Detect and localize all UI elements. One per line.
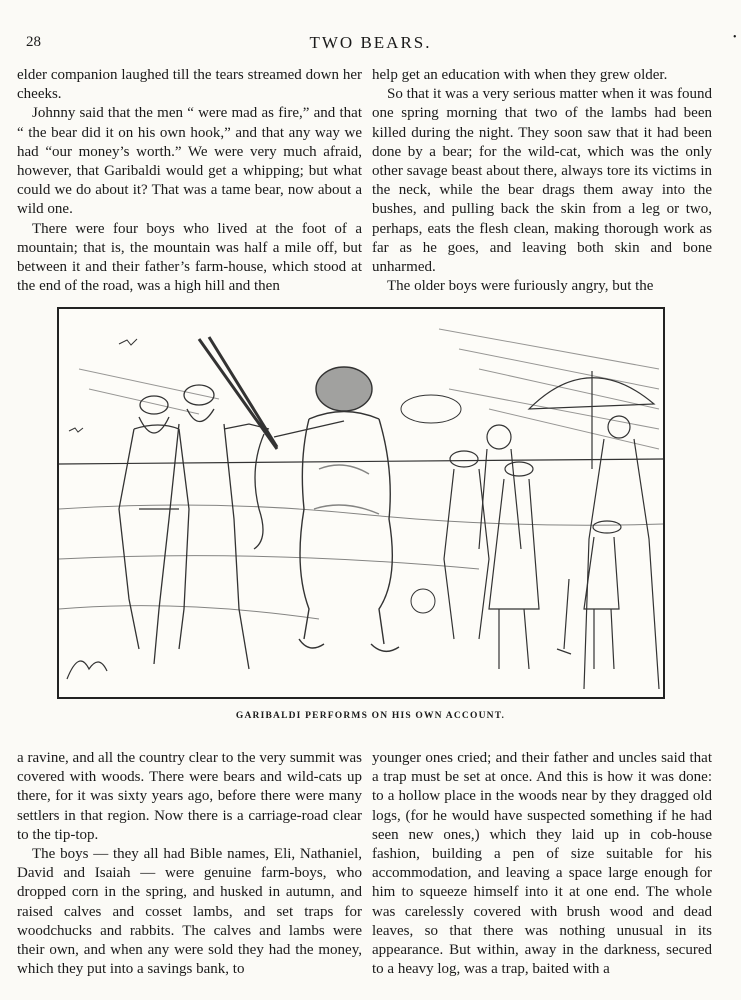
bear-figure bbox=[299, 367, 399, 651]
bird-icon bbox=[69, 428, 83, 432]
figure-caption: GARIBALDI PERFORMS ON HIS OWN ACCOUNT. bbox=[235, 711, 506, 721]
paragraph: The boys — they all had Bible names, Eli, Nathaniel, David and Isaiah — were genuine farm-boys, who dropped corn in the spring, and husked in autumn, and raised calves and cosset lambs, and set traps for woodchucks and rabbits. The calves and lambs were their own, and when any were sold they had the money, which they put into a savings bank, to bbox=[17, 846, 362, 978]
bottom-right-column bbox=[372, 749, 712, 979]
horizon bbox=[59, 459, 663, 464]
paragraph: help get an education with when they grew older. bbox=[372, 67, 668, 83]
ball-icon bbox=[411, 589, 435, 613]
top-right-column bbox=[372, 66, 712, 296]
artist-signature bbox=[67, 661, 107, 679]
top-left-column bbox=[17, 66, 362, 296]
margin-mark: • bbox=[733, 32, 737, 43]
paragraph: There were four boys who lived at the foot of a mountain; that is, the mountain was half a mile off, but between it and their father’s farm-house, which stood at the end of the road, was a high hill and then bbox=[17, 220, 362, 295]
illustration bbox=[57, 307, 665, 699]
illustration-drawing bbox=[59, 309, 663, 697]
paragraph: So that it was a very serious matter when it was found one spring morning that two of the lambs had been killed during the night. They soon saw that it had been done by a bear; for the wild-cat, which was the only other savage beast about there, always tore its victims in the neck, while the bear drags them away into the bushes, and pulling back the skin from a leg or two, perhaps, eats the flesh clean, making thorough work as far as he goes, and leaving both skin and bone unharmed. bbox=[372, 86, 712, 276]
paragraph: Johnny said that the men “ were mad as fire,” and that “ the bear did it on his own hook,” and that any way we had “our money’s worth.” We were very much afraid, however, that Garibaldi would get a whipping; but what could we do about it? That was a tame bear, now about a wild one. bbox=[17, 105, 362, 218]
ground-lines bbox=[59, 505, 663, 619]
paragraph: The older boys were furiously angry, but the bbox=[387, 278, 654, 295]
paragraph: younger ones cried; and their father and uncles said that a trap must be set at once. And this is how it was done: to a hollow place in the woods near by they dragged old logs, (for he would have suspected something if he had seen new ones,) which they laid up in cob-house fashion, building a pen of size suitable for his accommodation, and leaving a space large enough for him to squeeze himself into it at one end. The whole was carelessly covered with brush wood and dead leaves, so that there was nothing unusual in its appearance. But within, away in the darkness, secured to a heavy log, was a trap, baited with a bbox=[372, 750, 712, 978]
children-group bbox=[444, 425, 539, 669]
paragraph: elder companion laughed till the tears streamed down her cheeks. bbox=[17, 67, 362, 103]
bird-icon bbox=[119, 339, 137, 345]
running-title: TWO BEARS. bbox=[309, 33, 432, 52]
hat-icon bbox=[401, 395, 461, 423]
bottom-left-column bbox=[17, 749, 362, 979]
paragraph: a ravine, and all the country clear to the very summit was covered with woods. There were bears and wild-cats up there, for it was sixty years ago, before there were many settlers in that region. Now there is a carriage-road clear to the tip-top. bbox=[17, 750, 362, 843]
page-number: 28 bbox=[26, 34, 41, 50]
